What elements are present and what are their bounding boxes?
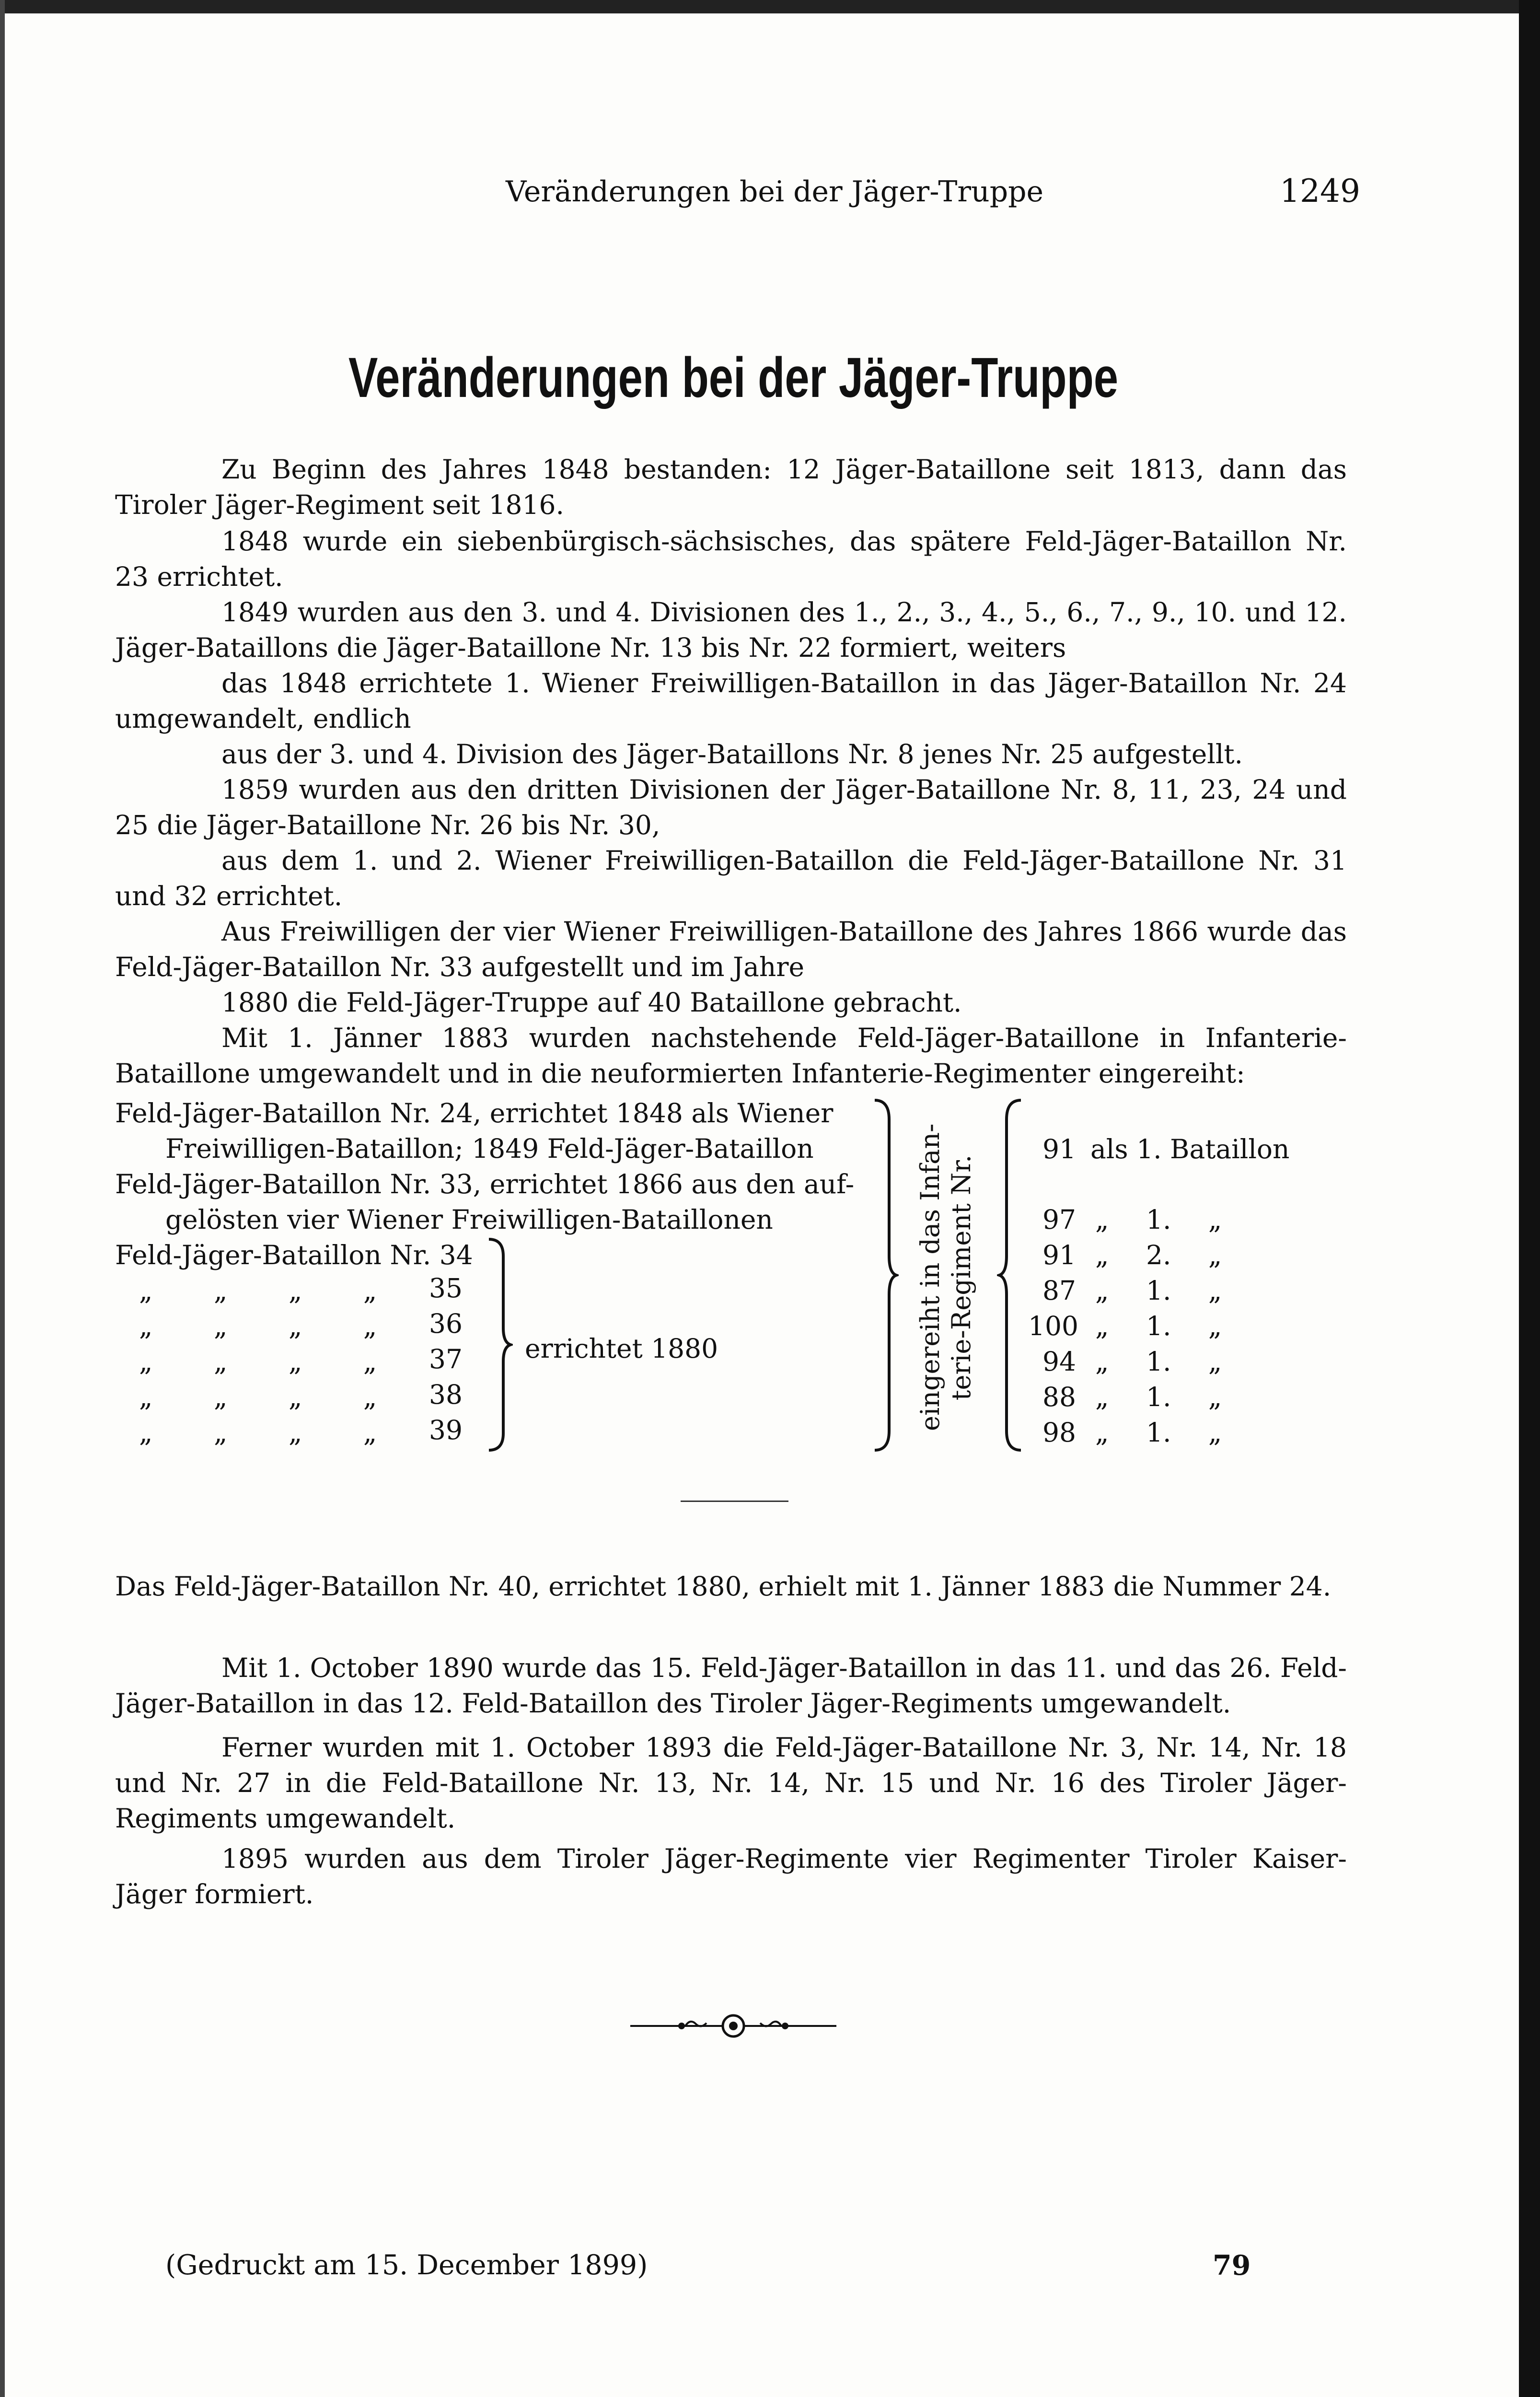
regiment-number: 94: [1042, 1346, 1076, 1377]
after-paragraph-2: Mit 1. October 1890 wurde das 15. Feld-Jäger-Bataillon in das 11. und das 26. Feld-Jäger-Bataillon in das 12. Feld-Bataillon des Tiroler Jäger-Regiments umgewandelt.: [115, 1652, 1347, 1719]
vertical-label-2: terie-Regiment Nr.: [946, 1154, 976, 1401]
scan-border-left: [0, 0, 5, 2397]
table-left-line-3: Feld-Jäger-Bataillon Nr. 33, errichtet 1866 aus den auf-: [115, 1169, 855, 1199]
ditto-number: 35: [429, 1273, 463, 1303]
after-paragraph-1: Das Feld-Jäger-Bataillon Nr. 40, errichtet 1880, erhielt mit 1. Jänner 1883 die Nummer 24.: [115, 1571, 1332, 1602]
scan-border-top: [0, 0, 1540, 13]
paragraph-1: Zu Beginn des Jahres 1848 bestanden: 12 Jäger-Bataillone seit 1813, dann das Tiroler Jäger-Regiment seit 1816.: [115, 454, 1347, 520]
ditto-marks: „ „ „ „: [139, 1311, 377, 1341]
errichtet-label: errichtet 1880: [525, 1333, 718, 1364]
regiment-battalion: als 1. Bataillon: [1090, 1134, 1290, 1164]
regiment-battalion: „ 1. „: [1095, 1417, 1222, 1448]
paragraph-2: 1848 wurde ein siebenbürgisch-sächsisches, das spätere Feld-Jäger-Bataillon Nr. 23 errichtet.: [115, 526, 1347, 592]
regiment-battalion: „ 2. „: [1095, 1240, 1222, 1270]
ditto-number: 36: [429, 1308, 463, 1339]
sheet-number: 79: [1213, 2249, 1251, 2281]
page-title: Veränderungen bei der Jäger-Truppe: [348, 346, 1119, 409]
ditto-marks: „ „ „ „: [139, 1346, 377, 1377]
regiment-number: 87: [1042, 1275, 1076, 1306]
regiment-number: 97: [1042, 1204, 1076, 1235]
brace-regiments: [997, 1098, 1026, 1453]
paragraph-10: Mit 1. Jänner 1883 wurden nachstehende Feld-Jäger-Bataillone in Infanterie-Bataillone umgewandelt und in die neuformierten Infanterie-Regimenter eingereiht:: [115, 1023, 1347, 1089]
regiment-battalion: „ 1. „: [1095, 1204, 1222, 1235]
table-left-line-2: Freiwilligen-Bataillon; 1849 Feld-Jäger-Bataillon: [165, 1133, 814, 1164]
ditto-marks: „ „ „ „: [139, 1382, 377, 1412]
regiment-number: 91: [1042, 1240, 1076, 1270]
brace-errichtet: [484, 1237, 513, 1453]
ornament-divider: [628, 2012, 839, 2040]
paragraph-8: Aus Freiwilligen der vier Wiener Freiwilligen-Bataillone des Jahres 1866 wurde das Feld-Jäger-Bataillon Nr. 33 aufgestellt und im Jahre: [115, 916, 1347, 982]
paragraph-5: aus der 3. und 4. Division des Jäger-Bataillons Nr. 8 jenes Nr. 25 aufgestellt.: [221, 739, 1243, 769]
table-left-line-1: Feld-Jäger-Bataillon Nr. 24, errichtet 1848 als Wiener: [115, 1098, 834, 1129]
ditto-number: 39: [429, 1415, 463, 1445]
vertical-label-1: eingereiht in das Infan-: [915, 1123, 945, 1431]
running-header: Veränderungen bei der Jäger-Truppe: [506, 175, 1044, 209]
ditto-number: 38: [429, 1379, 463, 1410]
regiment-battalion: „ 1. „: [1095, 1275, 1222, 1306]
ditto-marks: „ „ „ „: [139, 1275, 377, 1306]
paragraph-3: 1849 wurden aus den 3. und 4. Divisionen des 1., 2., 3., 4., 5., 6., 7., 9., 10. und 12. Jäger-Bataillons die Jäger-Bataillone Nr. 13 bis Nr. 22 formiert, weiters: [115, 597, 1347, 663]
regiment-number: 88: [1042, 1382, 1076, 1412]
paragraph-7: aus dem 1. und 2. Wiener Freiwilligen-Bataillon die Feld-Jäger-Bataillone Nr. 31 und 32 errichtet.: [115, 845, 1347, 911]
regiment-battalion: „ 1. „: [1095, 1311, 1222, 1341]
scan-border-right: [1519, 0, 1540, 2397]
print-date: (Gedruckt am 15. December 1899): [165, 2249, 648, 2281]
ditto-number: 37: [429, 1344, 463, 1374]
table-left-line-4: gelösten vier Wiener Freiwilligen-Bataillonen: [165, 1204, 773, 1235]
paragraph-9: 1880 die Feld-Jäger-Truppe auf 40 Bataillone gebracht.: [221, 987, 962, 1018]
table-left-line-5: Feld-Jäger-Bataillon Nr. 34: [115, 1240, 473, 1270]
brace-right: [870, 1098, 899, 1453]
paragraph-6: 1859 wurden aus den dritten Divisionen der Jäger-Bataillone Nr. 8, 11, 23, 24 und 25 die Jäger-Bataillone Nr. 26 bis Nr. 30,: [115, 774, 1347, 840]
regiment-number: 98: [1042, 1417, 1076, 1448]
ditto-marks: „ „ „ „: [139, 1417, 377, 1448]
regiment-battalion: „ 1. „: [1095, 1382, 1222, 1412]
regiment-number: 100: [1028, 1311, 1078, 1341]
section-rule: [681, 1501, 788, 1502]
regiment-battalion: „ 1. „: [1095, 1346, 1222, 1377]
regiment-number: 91: [1042, 1134, 1076, 1164]
paragraph-4: das 1848 errichtete 1. Wiener Freiwilligen-Bataillon in das Jäger-Bataillon Nr. 24 umgewandelt, endlich: [115, 668, 1347, 734]
after-paragraph-3: Ferner wurden mit 1. October 1893 die Feld-Jäger-Bataillone Nr. 3, Nr. 14, Nr. 18 und Nr. 27 in die Feld-Bataillone Nr. 13, Nr. 14, Nr. 15 und Nr. 16 des Tiroler Jäger-Regiments umgewandelt.: [115, 1732, 1347, 1834]
after-paragraph-4: 1895 wurden aus dem Tiroler Jäger-Regimente vier Regimenter Tiroler Kaiser-Jäger formiert.: [115, 1843, 1347, 1909]
page-number: 1249: [1280, 173, 1360, 209]
